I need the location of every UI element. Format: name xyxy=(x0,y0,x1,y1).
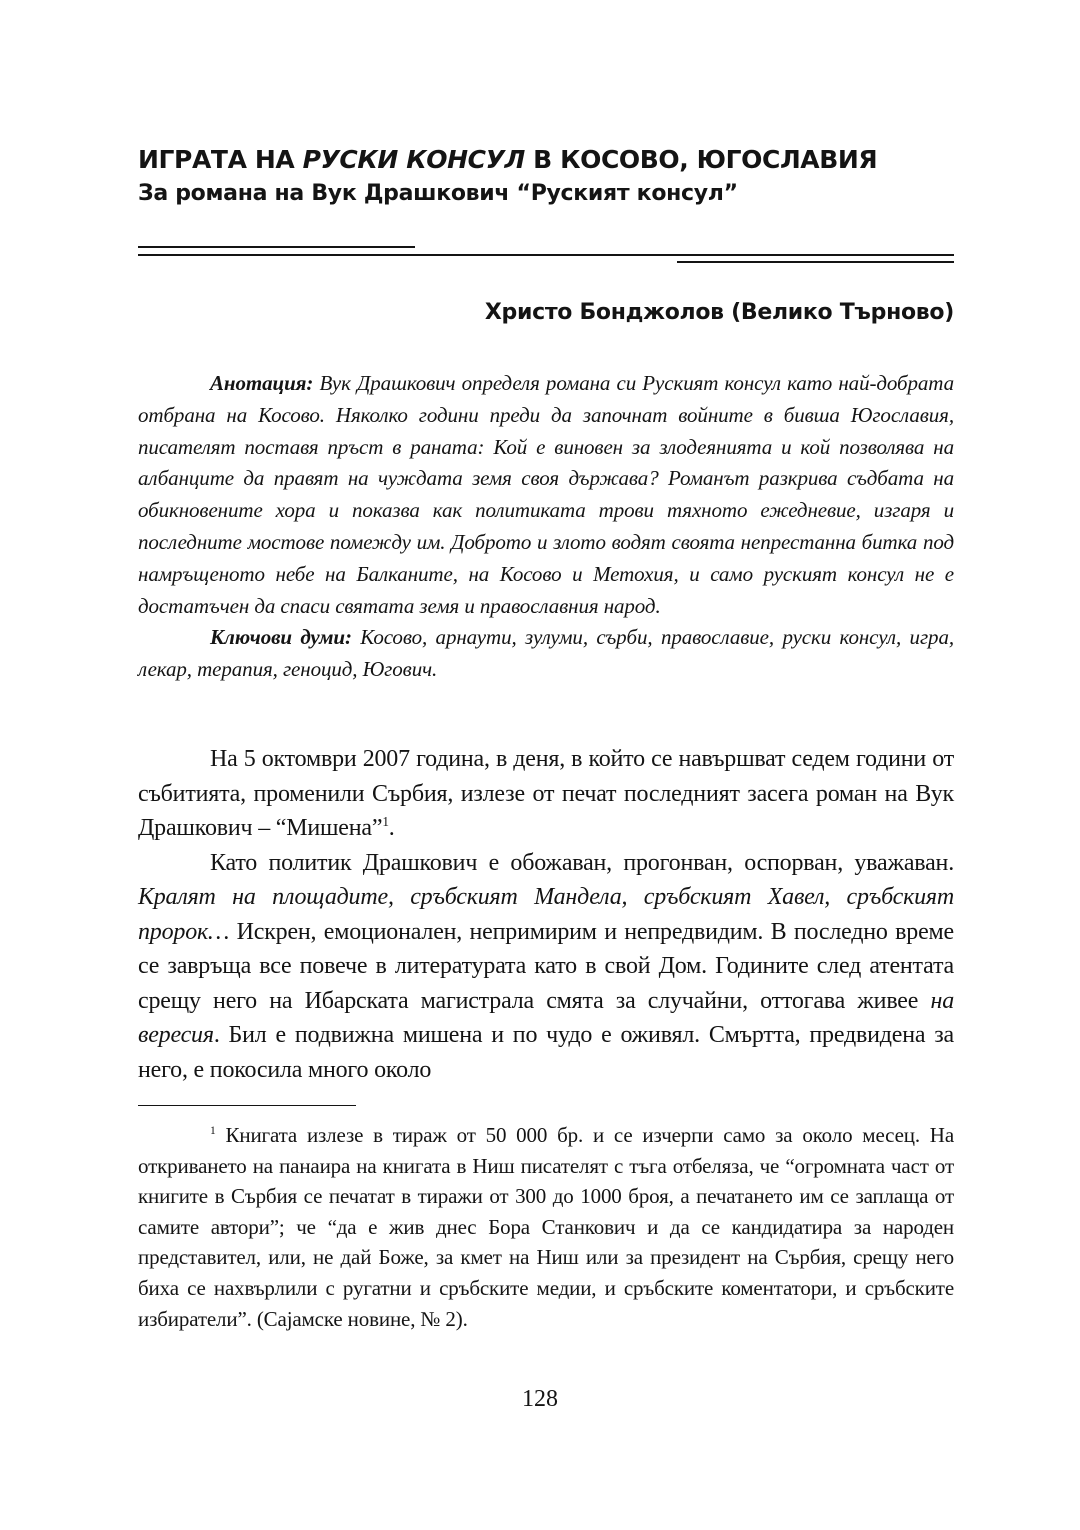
title-rule-lower-right xyxy=(677,261,954,263)
title-subtitle: За романа на Вук Драшкович “Руският консул” xyxy=(138,181,738,206)
page-number: 128 xyxy=(522,1386,558,1412)
title-rule-middle xyxy=(138,254,954,256)
article-title xyxy=(138,142,954,210)
keywords-paragraph: Ключови думи: Косово, арнаути, зулуми, сърби, православие, руски консул, игра, лекар, терапия, геноцид, Югович. xyxy=(138,625,954,682)
footnote xyxy=(138,1120,954,1334)
footnote-paragraph: $^1$ Книгата излезе в тираж от 50 000 бр. и се изчерпи само за около месец. На откриването на панаира на книгата в Ниш писателят с тъга отбеляза, че “огромната част от книгите в Сърбия се печатат в тиражи от 300 до 1000 броя, а печатането им се заплаща от самите автори”; че “да е жив днес Бора Станкович и да се кандидатира за народен представител, или, не дай Боже, за кмет на Ниш или за президент на Сърбия, срещу него биха се нахвърлили с ругатни и сръбските медии, и сръбските коментатори, и сръбските избиратели”. (Сајамске новине, № 2). xyxy=(138,1123,954,1331)
footnote-number: 1 xyxy=(210,1125,216,1137)
body-paragraph-2: Като политик Драшкович е обожаван, прогонван, оспорван, уважаван. Кралят на площадите, сръбският Мандела, сръбският Хавел, сръбският пророк… Искрен, емоционален, непримирим и непредвидим. В последно време се завръща все повече в литературата като в свой Дом. Годините след атентата срещу него на Ибарската магистрала смята за случайни, оттогава живее на вересия. Бил е подвижна мишена и по чудо е оживял. Смъртта, предвидена за него, е покосила много около xyxy=(138,849,954,1083)
keywords-label: Ключови думи: xyxy=(210,625,352,650)
author-line: Христо Бонджолов (Велико Търново) xyxy=(484,300,954,325)
title-rule-upper-left xyxy=(138,246,415,248)
body-text xyxy=(138,742,954,1087)
abstract xyxy=(138,368,954,686)
title-italic-phrase: РУСКИ КОНСУЛ xyxy=(302,145,525,174)
body-paragraph-1: На 5 октомври 2007 година, в деня, в който се навършват седем години от събитията, променили Сърбия, излезе от печат последният засега роман на Вук Драшкович – “Мишена”$^1$. xyxy=(138,746,954,841)
abstract-paragraph: Анотация: Вук Драшкович определя романа си Руският консул като най-добрата отбрана на Косово. Няколко години преди да започнат войните в бивша Югославия, писателят поставя пръст в раната: Кой е виновен за злодеянията и кой позволява на албанците да правят на чуждата земя своя държава? Романът разкрива съдбата на обикновените хора и показва как политиката трови тяхното ежедневие, изгаря и последните мостове помежду им. Доброто и злото водят своята непрестанна битка под намръщеното небе на Балканите, на Косово и Метохия, и само руският консул не е достатъчен да спаси святата земя и православния народ. xyxy=(138,371,954,618)
abstract-label: Анотация: xyxy=(210,371,314,395)
footnote-separator xyxy=(138,1105,356,1106)
footnote-reference: 1 xyxy=(382,814,389,829)
title-main: ИГРАТА НА РУСКИ КОНСУЛ В КОСОВО, ЮГОСЛАВИЯ xyxy=(138,145,878,174)
